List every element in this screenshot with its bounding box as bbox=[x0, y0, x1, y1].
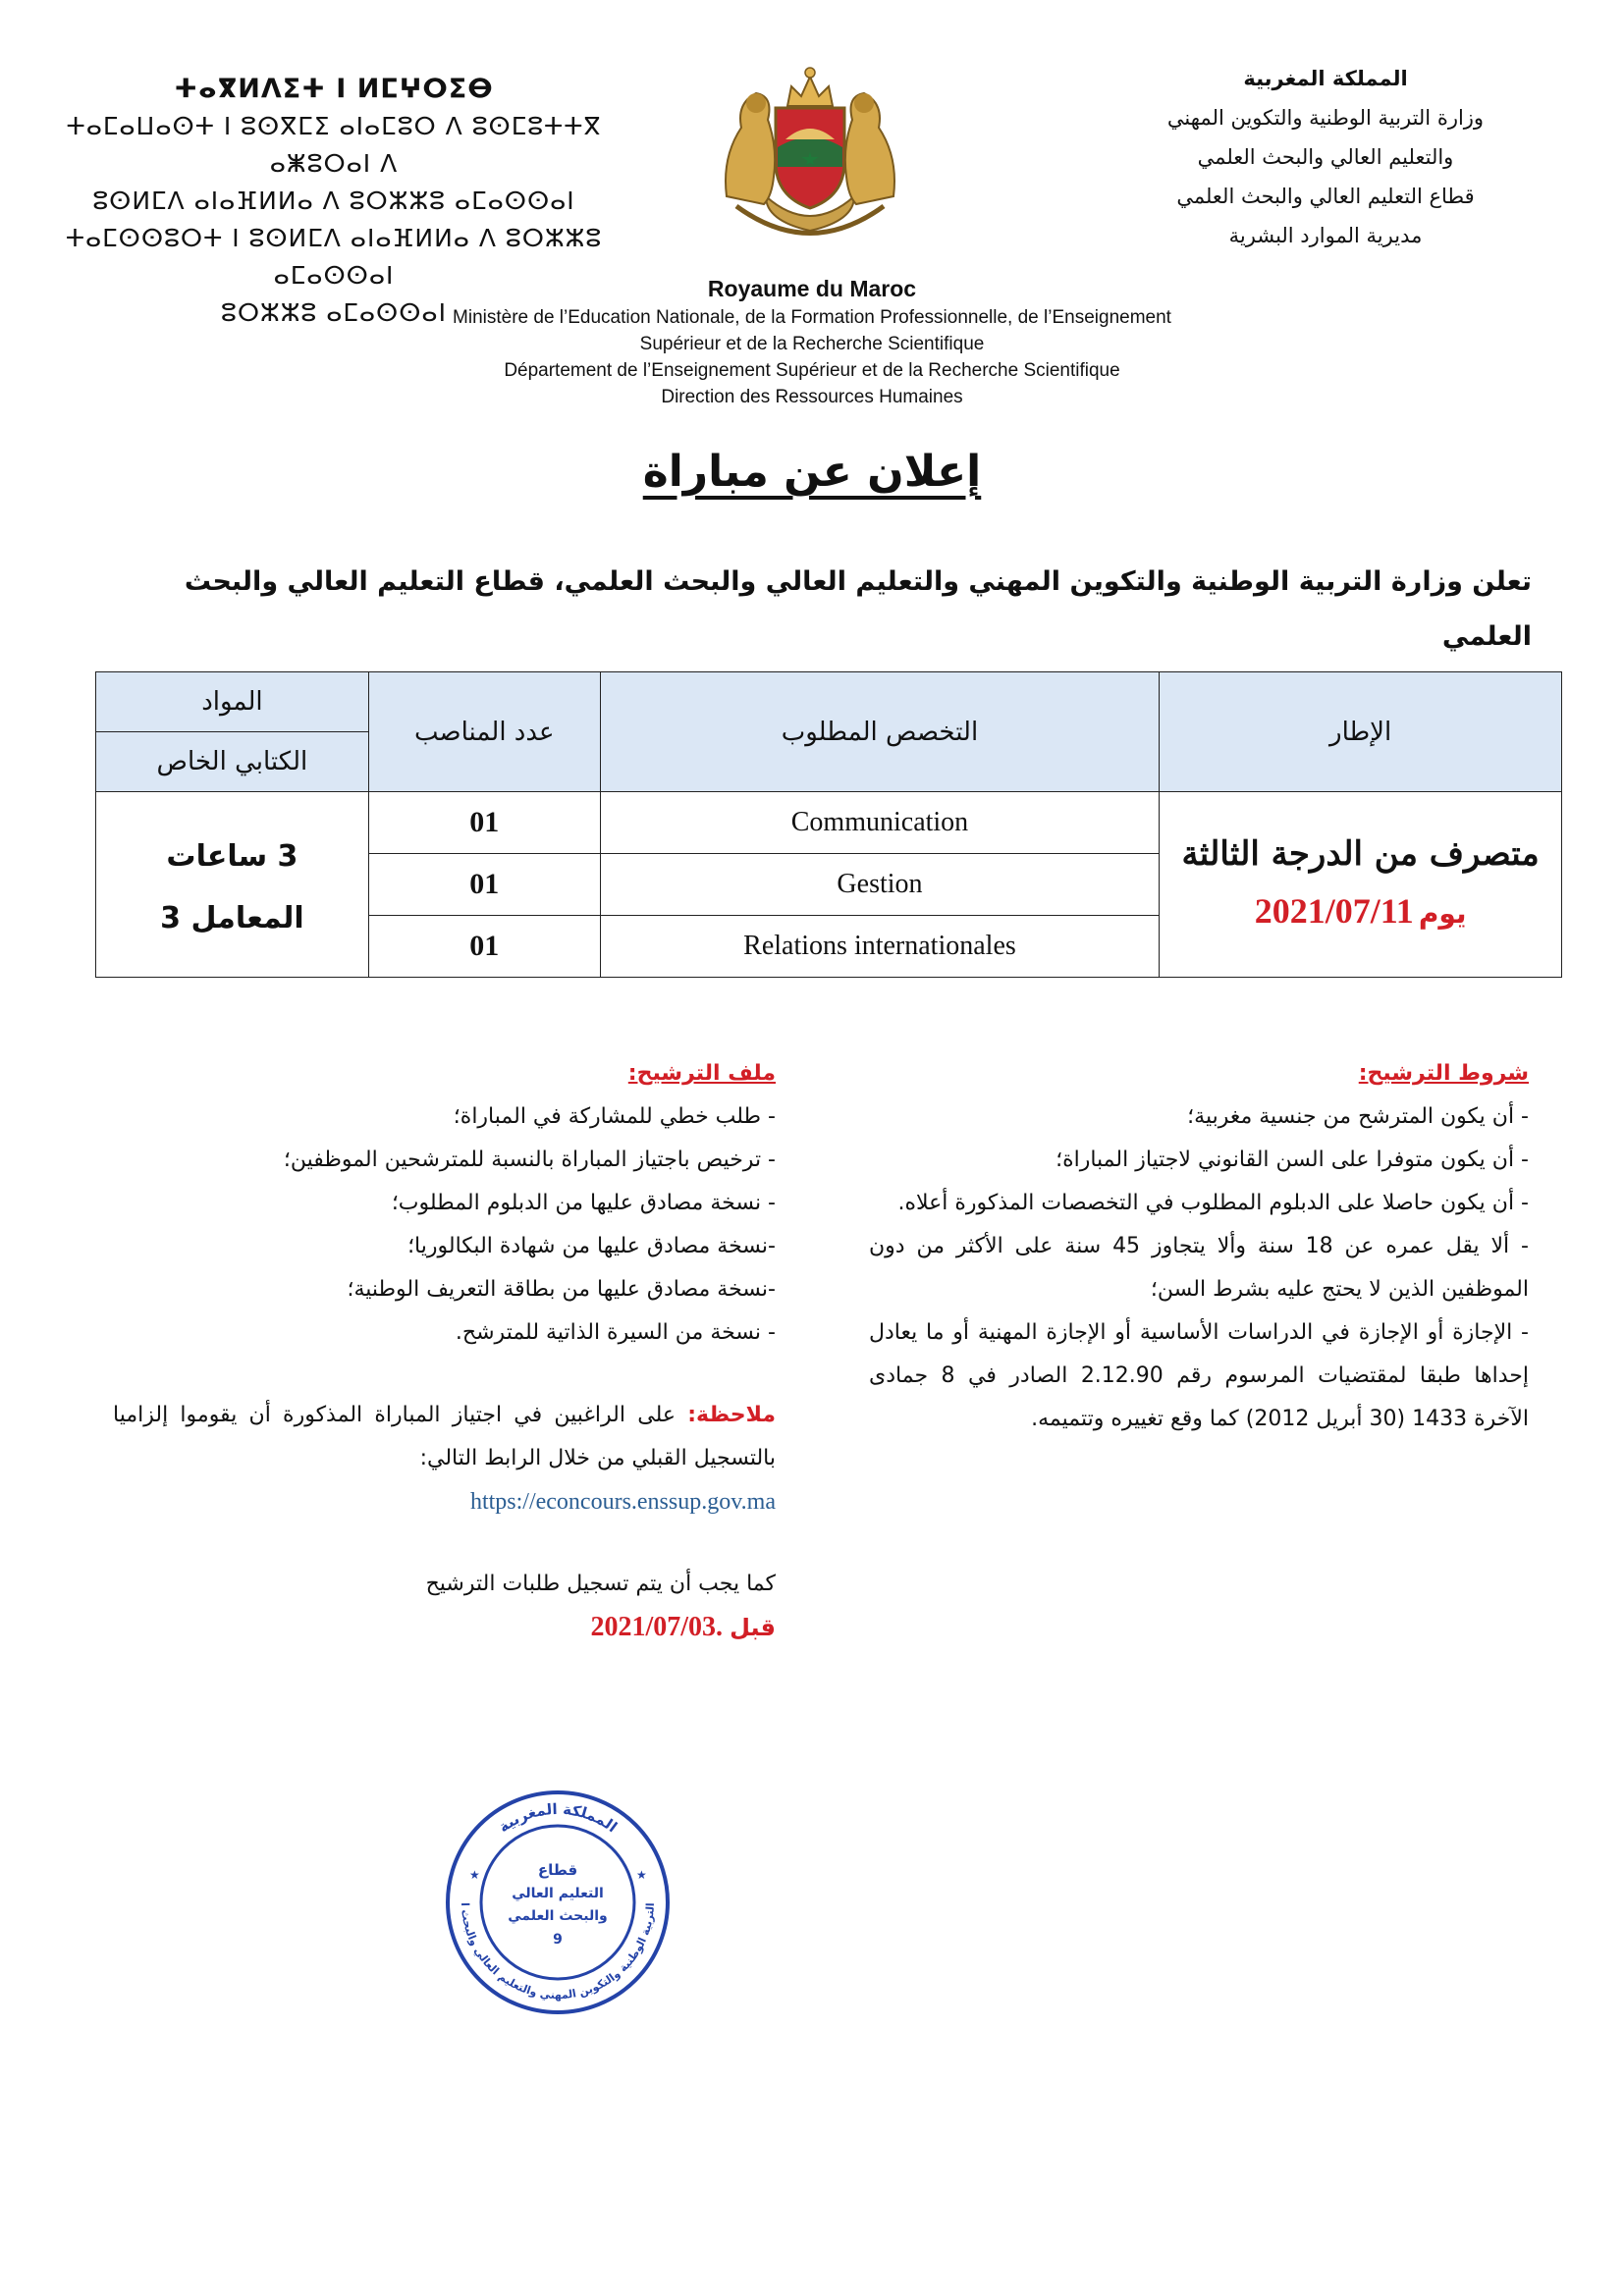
arabic-header-line: والتعليم العالي والبحث العلمي bbox=[1197, 145, 1454, 169]
arabic-header-line: المملكة المغربية bbox=[1243, 67, 1408, 90]
note-label: ملاحظة: bbox=[687, 1403, 776, 1427]
svg-text:★: ★ bbox=[636, 1868, 647, 1882]
header-posts: عدد المناصب bbox=[368, 672, 600, 792]
dossier-item: - طلب خطي للمشاركة في المباراة؛ bbox=[453, 1104, 776, 1129]
dossier-item: - نسخة من السيرة الذاتية للمترشح. bbox=[455, 1320, 776, 1345]
header-subjects: المواد bbox=[96, 672, 369, 732]
deadline-date: 2021/07/03. bbox=[590, 1612, 724, 1642]
posts-cell: 01 bbox=[368, 854, 600, 916]
duration: 3 ساعات bbox=[166, 839, 298, 874]
posts-cell: 01 bbox=[368, 916, 600, 978]
tifinagh-line: ⵜⴰⵎⴰⵡⴰⵙⵜ ⵏ ⵓⵙⴳⵎⵉ ⴰⵏⴰⵎⵓⵔ ⴷ ⵓⵙⵎⵓⵜⵜⴳ ⴰⵥⵓⵔⴰⵏ ⴷ bbox=[66, 112, 602, 178]
header-specialty: التخصص المطلوب bbox=[600, 672, 1160, 792]
header-grade: الإطار bbox=[1160, 672, 1562, 792]
tifinagh-line: ⵓⵙⵍⵎⴷ ⴰⵏⴰⴼⵍⵍⴰ ⴷ ⵓⵔⵣⵣⵓ ⴰⵎⴰⵙⵙⴰⵏ bbox=[92, 187, 575, 215]
dossier-item: - نسخة مصادق عليها من الدبلوم المطلوب؛ bbox=[391, 1191, 776, 1215]
header-written: الكتابي الخاص bbox=[96, 732, 369, 792]
deadline-prefix: قبل bbox=[730, 1614, 776, 1641]
french-header-title: Royaume du Maroc bbox=[707, 276, 917, 301]
day-label: يوم bbox=[1418, 896, 1467, 930]
conditions-heading: شروط الترشيح: bbox=[1358, 1061, 1529, 1086]
coefficient: المعامل 3 bbox=[160, 901, 304, 935]
arabic-header-line: وزارة التربية الوطنية والتكوين المهني bbox=[1166, 106, 1485, 130]
registration-link[interactable]: https://econcours.enssup.gov.ma bbox=[469, 1489, 776, 1515]
positions-table bbox=[95, 671, 1562, 978]
tifinagh-line: ⵓⵔⵣⵣⵓ ⴰⵎⴰⵙⵙⴰⵏ bbox=[221, 298, 447, 327]
condition-item: - أن يكون المترشح من جنسية مغربية؛ bbox=[1187, 1104, 1529, 1129]
dossier-heading: ملف الترشيح: bbox=[627, 1061, 776, 1086]
posts-cell: 01 bbox=[368, 792, 600, 854]
french-header-line: Supérieur et de la Recherche Scientifique bbox=[639, 334, 985, 354]
svg-text:★: ★ bbox=[469, 1868, 480, 1882]
grade-name: متصرف من الدرجة الثالثة bbox=[1181, 833, 1540, 874]
exam-date: 2021/07/11 bbox=[1254, 890, 1414, 931]
condition-item: - أن يكون حاصلا على الدبلوم المطلوب في التخصصات المذكورة أعلاه. bbox=[897, 1191, 1529, 1215]
arabic-header bbox=[1080, 59, 1571, 255]
stamp-center-line: قطاع bbox=[537, 1861, 578, 1879]
tifinagh-line: ⵜⴰⵎⵙⵙⵓⵔⵜ ⵏ ⵓⵙⵍⵎⴷ ⴰⵏⴰⴼⵍⵍⴰ ⴷ ⵓⵔⵣⵣⵓ ⴰⵎⴰⵙⵙⴰⵏ bbox=[65, 224, 603, 290]
arabic-header-line: قطاع التعليم العالي والبحث العلمي bbox=[1176, 185, 1475, 208]
conditions-section bbox=[869, 1052, 1529, 1441]
dossier-section bbox=[113, 1052, 776, 1651]
dossier-item: -نسخة مصادق عليها من بطاقة التعريف الوطنية؛ bbox=[347, 1277, 776, 1302]
condition-item: - ألا يقل عمره عن 18 سنة وألا يتجاوز 45 سنة على الأكثر من دون الموظفين الذين لا يحتج عليه بشرط السن؛ bbox=[869, 1234, 1529, 1302]
stamp-ring-bottom: التربية الوطنية والتكوين المهني والتعليم العالي والبحث ا bbox=[458, 1901, 658, 2002]
coat-of-arms-icon bbox=[707, 49, 913, 245]
dossier-item: - ترخيص باجتياز المباراة بالنسبة للمترشحين الموظفين؛ bbox=[283, 1148, 776, 1172]
specialty-cell: Communication bbox=[600, 792, 1160, 854]
page-title-text: إعلان عن مباراة bbox=[642, 447, 982, 497]
note-text: على الراغبين في اجتياز المباراة المذكورة أن يقوموا إلزاميا بالتسجيل القبلي من خلال الرابط التالي: bbox=[113, 1403, 776, 1470]
stamp-center-line: والبحث العلمي bbox=[508, 1908, 608, 1924]
french-header bbox=[295, 273, 1329, 410]
subjects-cell bbox=[96, 792, 369, 978]
deadline-text: كما يجب أن يتم تسجيل طلبات الترشيح bbox=[425, 1572, 776, 1596]
deadline-line bbox=[113, 1606, 776, 1651]
specialty-cell: Gestion bbox=[600, 854, 1160, 916]
stamp-ring-top: المملكة المغربية bbox=[495, 1799, 621, 1837]
condition-item: - أن يكون متوفرا على السن القانوني لاجتياز المباراة؛ bbox=[1056, 1148, 1529, 1172]
intro-line-1: تعلن وزارة التربية الوطنية والتكوين المهني والتعليم العالي والبحث العلمي، قطاع التعليم العالي والبحث العلمي bbox=[184, 566, 1532, 652]
arabic-header-line: مديرية الموارد البشرية bbox=[1228, 224, 1423, 247]
stamp-center-line: التعليم العالي bbox=[512, 1886, 604, 1901]
french-header-line: Ministère de l’Education Nationale, de la Formation Professionnelle, de l’Enseignement bbox=[453, 307, 1171, 328]
exam-date-line bbox=[1161, 883, 1560, 945]
page-title bbox=[0, 447, 1624, 497]
tifinagh-line: ⵜⴰⴳⵍⴷⵉⵜ ⵏ ⵍⵎⵖⵔⵉⴱ bbox=[174, 74, 494, 104]
specialty-cell: Relations internationales bbox=[600, 916, 1160, 978]
svg-text:المملكة المغربية bbox=[495, 1800, 621, 1836]
french-header-line: Département de l’Enseignement Supérieur et de la Recherche Scientifique bbox=[504, 360, 1120, 381]
dossier-item: -نسخة مصادق عليها من شهادة البكالوريا؛ bbox=[407, 1234, 776, 1258]
french-header-line: Direction des Ressources Humaines bbox=[661, 387, 963, 407]
grade-cell bbox=[1160, 792, 1562, 978]
official-stamp bbox=[440, 1785, 676, 2020]
condition-item: - الإجازة أو الإجازة في الدراسات الأساسية أو الإجازة المهنية أو ما يعادل إحداها طبقا لمقتضيات المرسوم رقم 2.12.90 الصادر في 8 جمادى الآخرة 1433 (30 أبريل 2012) كما وقع تغييره وتتميمه. bbox=[869, 1320, 1530, 1431]
stamp-center-line: 9 bbox=[553, 1932, 563, 1948]
note bbox=[113, 1394, 776, 1480]
